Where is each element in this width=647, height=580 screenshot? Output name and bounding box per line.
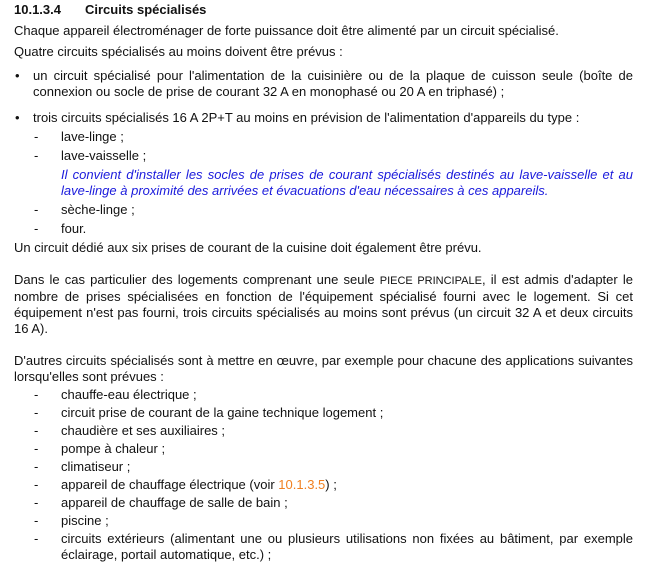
application-text: appareil de chauffage de salle de bain ; xyxy=(61,495,288,510)
paragraph-intro: Chaque appareil électroménager de forte puissance doit être alimenté par un circuit spécialisé. xyxy=(14,23,559,38)
paragraph-autres-circuits: D'autres circuits spécialisés sont à mettre en œuvre, par exemple pour chacune des applications suivantes lorsqu'elles sont prévues : xyxy=(14,353,633,384)
note-text: Il convient d'installer les socles de prises de courant spécialisés destinés au lave-vaisselle et au lave-linge à proximité des arrivées et évacuations d'eau nécessaires à ces appareils. xyxy=(61,167,633,198)
appliance-text: sèche-linge ; xyxy=(61,202,135,217)
dash-icon: - xyxy=(34,387,39,402)
dash-icon: - xyxy=(34,531,39,546)
defined-term: PIECE PRINCIPALE xyxy=(379,275,482,287)
application-item xyxy=(14,459,633,475)
bullet-icon: • xyxy=(15,68,20,83)
dash-icon: - xyxy=(34,202,39,217)
application-item xyxy=(14,495,633,511)
application-item xyxy=(14,423,633,439)
section-number: 10.1.3.4 xyxy=(14,2,61,17)
dash-icon: - xyxy=(34,513,39,528)
appliance-text: lave-linge ; xyxy=(61,129,124,144)
application-text: piscine ; xyxy=(61,513,109,528)
document-page xyxy=(0,1,647,563)
application-text-before: appareil de chauffage électrique (voir xyxy=(61,477,279,492)
cas-particulier-text-1: Dans le cas particulier des logements comprenant une seule xyxy=(14,272,380,287)
application-text: circuits extérieurs (alimentant une ou plusieurs utilisations non fixées au bâtiment, par exemple éclairage, portail automatique, etc.) ; xyxy=(61,531,633,562)
application-text: chaudière et ses auxiliaires ; xyxy=(61,423,226,438)
paragraph-cas-particulier xyxy=(14,272,633,337)
bullet-text: un circuit spécialisé pour l'alimentation de la cuisinière ou de la plaque de cuisson seule (boîte de connexion ou socle de prise de courant 32 A en monophasé ou 20 A en triphasé) ; xyxy=(33,68,633,99)
dash-icon: - xyxy=(34,441,39,456)
application-text: circuit prise de courant de la gaine technique logement ; xyxy=(61,405,384,420)
section-title: Circuits spécialisés xyxy=(85,2,207,17)
application-item xyxy=(14,477,633,493)
appliance-text: lave-vaisselle ; xyxy=(61,148,147,163)
application-text-after: ) ; xyxy=(325,477,337,492)
dash-icon: - xyxy=(34,129,39,144)
dash-icon: - xyxy=(34,148,39,163)
appliance-item xyxy=(14,148,633,164)
paragraph-circuit-dedie: Un circuit dédié aux six prises de courant de la cuisine doit également être prévu. xyxy=(14,240,482,255)
dash-icon: - xyxy=(34,423,39,438)
dash-icon: - xyxy=(34,495,39,510)
application-item xyxy=(14,387,633,403)
appliance-item xyxy=(14,221,633,237)
cas-particulier-text-2: , il est admis d'adapter le nombre de prises spécialisées en fonction de l'équipement spécialisé fourni avec le logement. Si cet équipement n'est pas fourni, trois circuits spécialisés au moins sont prévus (un circuit 32 A et deux circuits 16 A). xyxy=(14,272,633,336)
appliance-item xyxy=(14,202,633,218)
cross-reference-link[interactable]: 10.1.3.5 xyxy=(278,477,326,492)
section-heading xyxy=(14,1,633,19)
bullet-text: trois circuits spécialisés 16 A 2P+T au moins en prévision de l'alimentation d'appareils du type : xyxy=(33,110,580,125)
bullet-icon: • xyxy=(15,110,20,125)
application-text: pompe à chaleur ; xyxy=(61,441,166,456)
dash-icon: - xyxy=(34,477,39,492)
paragraph-quatre-circuits: Quatre circuits spécialisés au moins doivent être prévus : xyxy=(14,44,343,59)
bullet-item xyxy=(14,68,633,100)
application-text: climatiseur ; xyxy=(61,459,131,474)
application-text: chauffe-eau électrique ; xyxy=(61,387,197,402)
application-item xyxy=(14,405,633,421)
application-item xyxy=(14,441,633,457)
appliance-item xyxy=(14,129,633,145)
dash-icon: - xyxy=(34,459,39,474)
application-item xyxy=(14,513,633,529)
bullet-item xyxy=(14,110,633,126)
appliance-text: four. xyxy=(61,221,87,236)
dash-icon: - xyxy=(34,405,39,420)
application-item xyxy=(14,531,633,563)
dash-icon: - xyxy=(34,221,39,236)
applications-list xyxy=(14,387,633,563)
